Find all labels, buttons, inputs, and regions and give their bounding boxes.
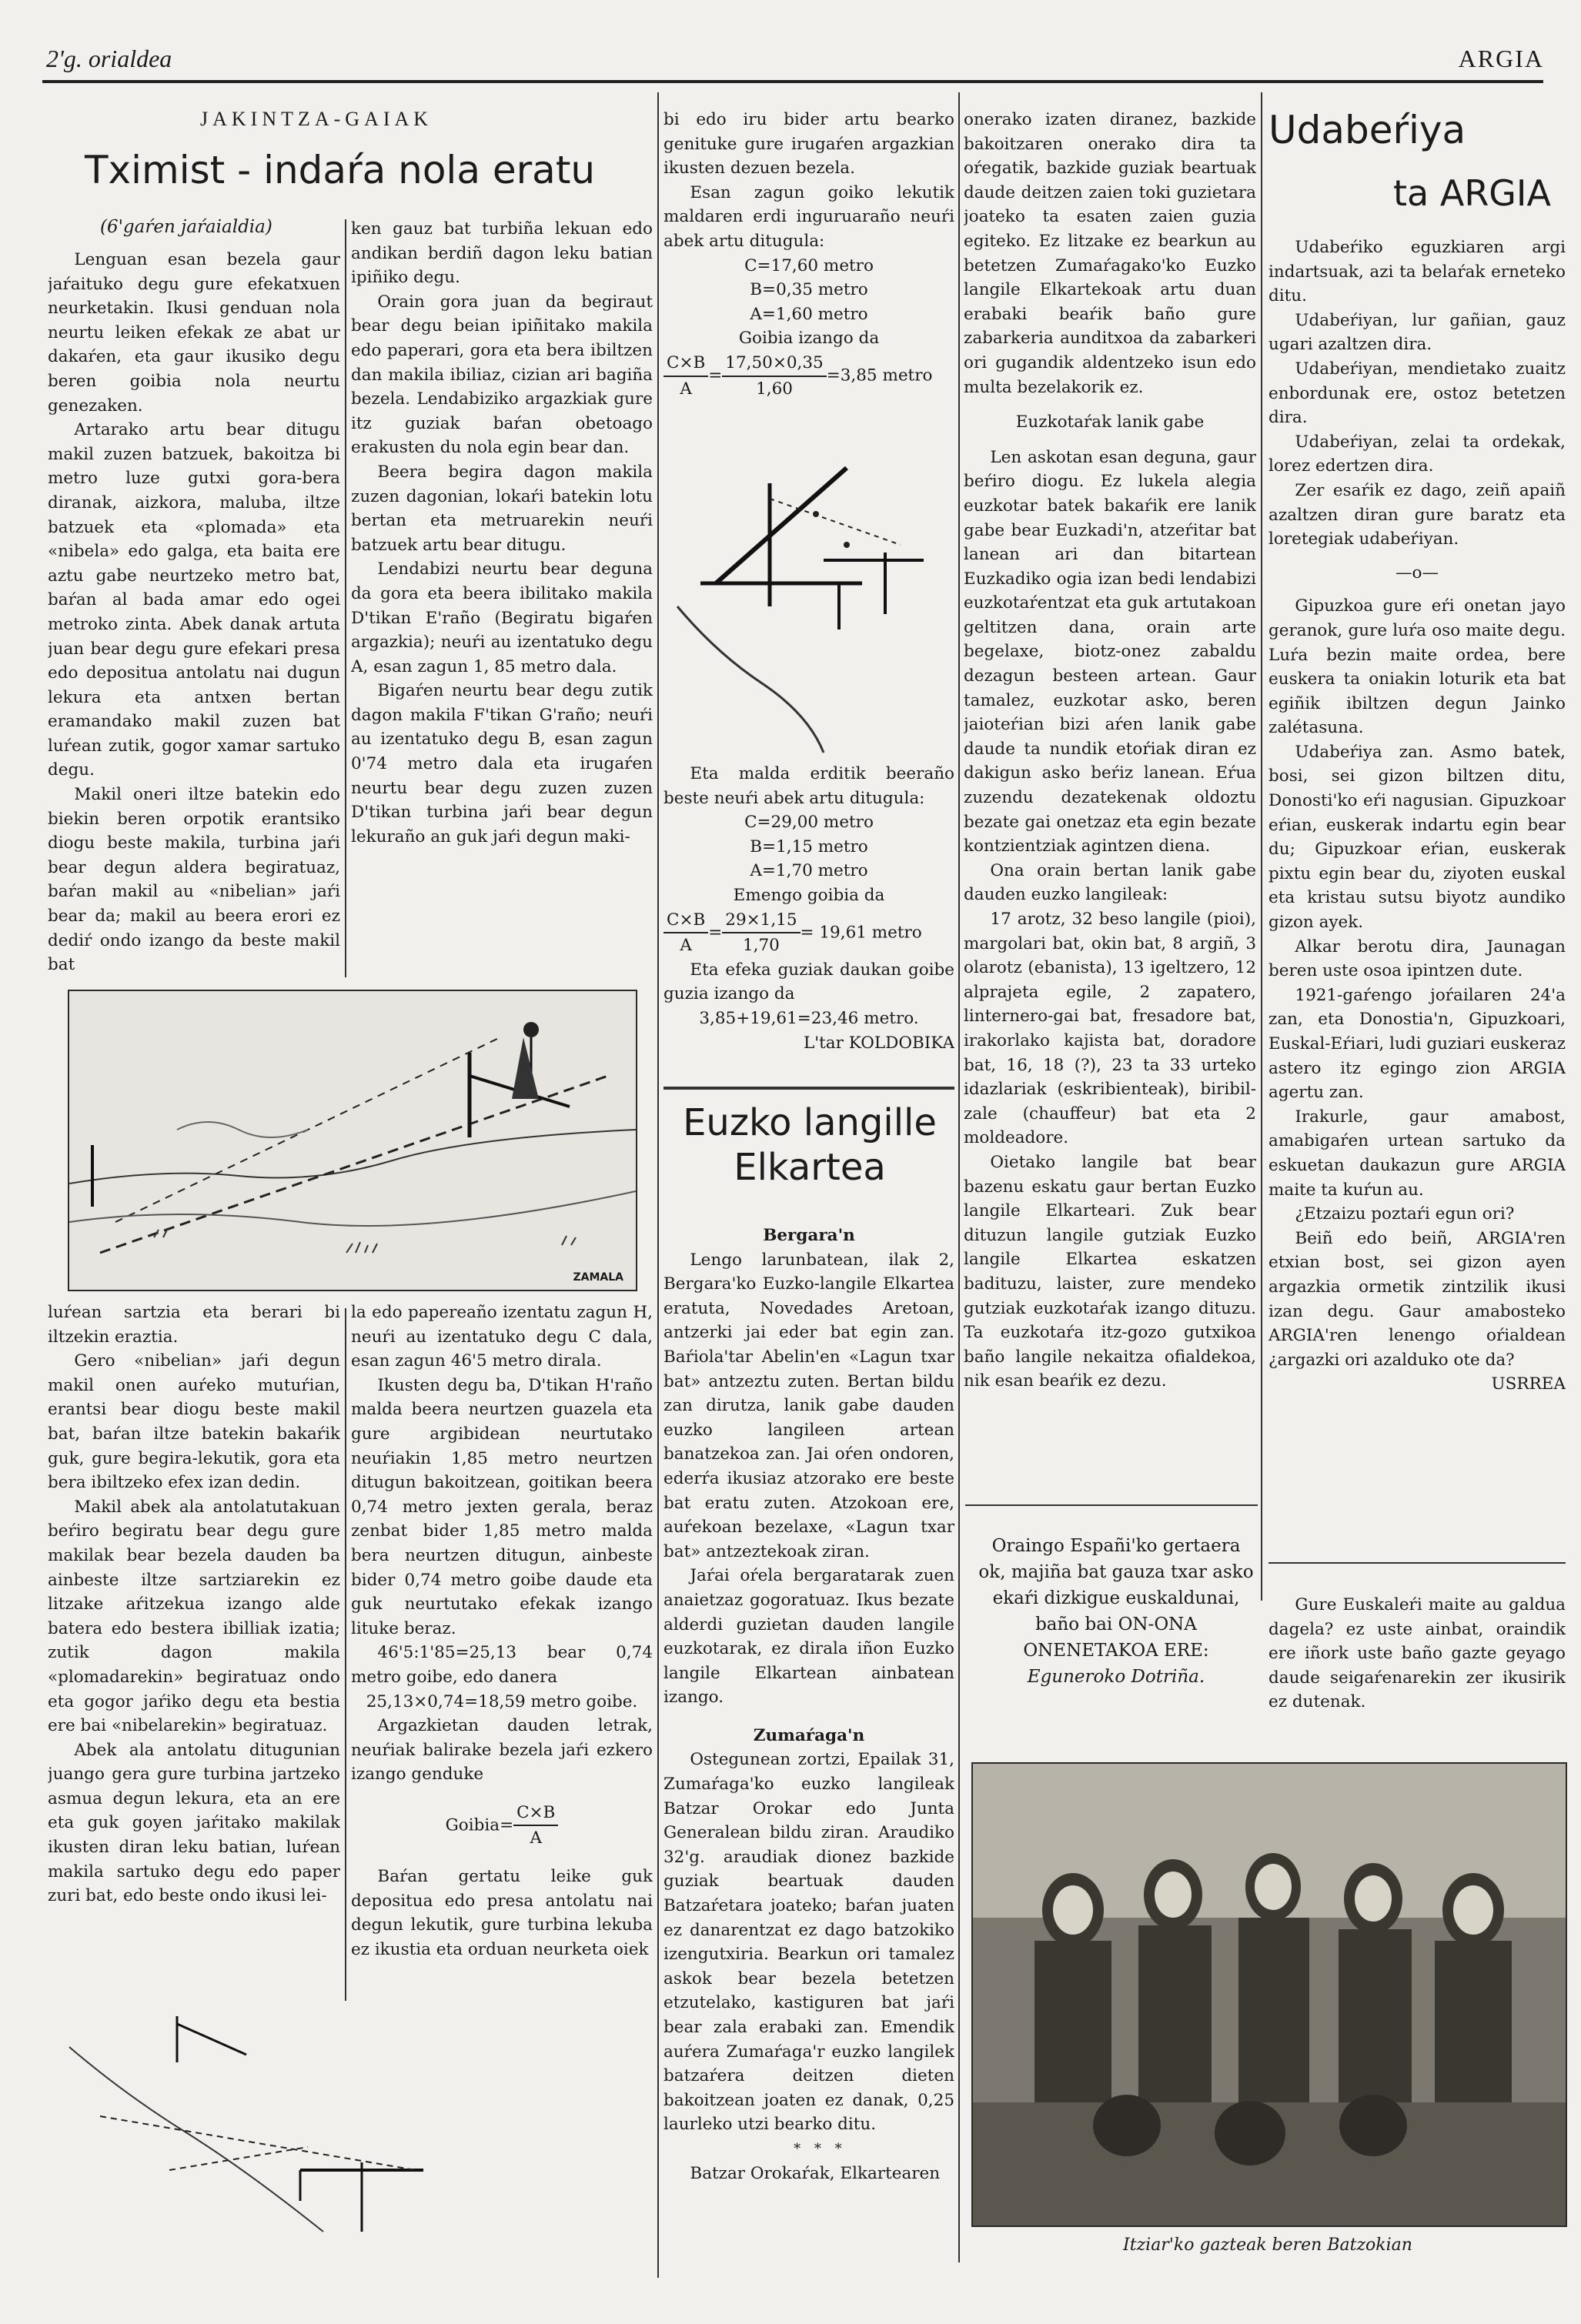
quote-rule (965, 1504, 1258, 1506)
article1-col1-top: Lenguan esan bezela gaur jaŕaituko degu gure efekatxuen neurketakin. Ikusi genduan nola neurtu leiken efekak ze abat ur dakaŕen, eta gaur ikusiko degu beren goibia nola neurtu genezaken. Artarako artu bear ditugu makil zuzen batzuek, bakoitza bi metro luze gutxi gora-bera diranak, aizkora, maluba, iltze batzuek eta «plomada» eta «nibela» edo galga, eta baita ere aztu gabe neurtzeko metro bat, baŕan al bada amar edo ogei metroko zinta. Abek danak artuta juan bear degu gure efekari presa edo depositua antolatu nai dugun lekura eta antxen bertan eramandako makil zuzen bat luŕean zutik, gogor xamar sartuko degu. Makil oneri iltze batekin edo biekin beren orpotik erantsiko diogu beste makila, turbina jaŕi bear degun aldera begiratuaz, baŕan makil au «nibelian» jaŕi bear da; makil au beera erori ez dediŕ ondo izango da beste makil bat (48, 250, 340, 974)
section-separator: —o— (1395, 563, 1439, 583)
surveying-illustration (68, 990, 637, 1291)
column5-title-line2: ta ARGIA (1393, 172, 1551, 214)
page-number: 2'g. orialdea (46, 45, 172, 72)
column5-rule (1268, 1562, 1566, 1564)
youth-group-photo (971, 1762, 1567, 2227)
column5-title-line1: Udabeŕiya (1268, 108, 1466, 152)
column4-text: onerako izaten diranez, bazkide bakoitzaren onerako dira ta oŕegatik, bazkide guziak beartuak daude deitzen zaien toki guzietara joateko ta esaten zaien guzia egiteko. Ez litzake ez bearkun au betetzen Zumaŕagako'ko Euzko langile Elkartekoak artu duan erabaki beaŕik baño gure zabarkeria aunditxoa da zabarkeri ori gugandik aldentzeko isun edo multa bezelakorik ez. Euzkotaŕak lanik gabe Len askotan esan deguna, gaur beŕiro diogu. Ez lukela alegia euzkotar batek bakaŕik ere lanik gabe bear Euzkadi'n, atzeŕitar bat lanean ari dan bitartean Euzkadiko ogia izan bedi lendabizi euzkotaŕentzat eta guk artutakoan geltitzen dana, orain arte begelaxe, biotz-onez zabaldu dezagun besteen artean. Gaur tamalez, euzkotar asko, beren jaioteŕian bizi aŕen lanik gabe daude ta nundik etoŕiak diran ez dakigun asko beŕiz lanean. Eŕua zuzendu dezatekenak oldoztu bezate gai onetzaz eta egin bezate kontzientziak agintzen diena. Ona orain bertan lanik gabe dauden euzko langileak: 17 arotz, 32 beso langile (pioi), margolari bat, okin bat, 8 argiñ, 3 olarotz (ebanista), 13 igeltzero, 12 alprajeta egile, 2 zapatero, linternero-gai bat, fresadore bat, irakorlako kajista bat, doradore bat, 16, 18 (?), 23 ta 33 urteko idazlariak (eskribienteak), biribil-zale (chauffeur) bat eta 2 moldeadore. Oietako langile bat bear bazenu eskatu gaur bertan Euzko langile Elkarteari. Zuk bear dituzun langile gutziak Euzko langile Elkartea eskatzen badituzu, laister, zure mendeko gutziak euzkotaŕak izango dituzu. Ta euzkotaŕa itz-gozo gutxikoa baño langile nekaitza ofialdekoa, nik esan beaŕik ez dezu. (964, 110, 1256, 1391)
column-rule (958, 92, 960, 2262)
subhead-zumarraga: Zumaŕaga'n (753, 1725, 865, 1745)
section-label: JAKINTZA-GAIAK (200, 108, 433, 130)
article1-signature: L'tar KOLDOBIKA (803, 1033, 954, 1053)
formula-2: $\frac{C\times B}{A}$ = $\frac{29\times 1,15}{1,70}$ = 19,61 metro (663, 908, 954, 958)
column-rule (345, 1308, 346, 2001)
column-rule (1261, 92, 1262, 1601)
quote-source: Eguneroko Dotriña. (1027, 1667, 1205, 1687)
column5-signature: USRREA (1491, 1374, 1566, 1394)
article-subtitle: (6'gaŕen jaŕaialdia) (100, 217, 272, 237)
article1-col3-bottom: Eta malda erditik beeraño beste neuŕi abek artu ditugula: C=29,00 metro B=1,15 metro A=1,70 metro Emengo goibia da $\frac{C\times B}{A}$ = $\frac{29\times 1,15}{1,70}$ = 19,61 metro Eta efeka guziak daukan goibe guzia izango da 3,85+19,61=23,46 metro. L'tar KOLDOBIKA (663, 762, 954, 1085)
article-title: Tximist - indaŕa nola eratu (85, 148, 596, 192)
article1-col2-bottom: la edo papereaño izentatu zagun H, neuŕi au izentatuko degu C dala, esan zagun 46'5 metro dirala. Ikusten degu ba, D'tikan H'raño malda beera neurtzen guazela eta gure argibidean neurtutako neuŕiakin 1,85 metro neurtzen ditugun bakoitzean, goitikan beera 0,74 metro jexten gerala, beraz zenbat bider 1,85 metro malda bera neurtzen ditugun, ainbeste bider 0,74 metro goibe daude eta guk neurtutako efekak izango lituke beraz. 46'5:1'85=25,13 bear 0,74 metro goibe, edo danera 25,13×0,74=18,59 metro goibe. Argazkietan dauden letrak, neuŕiak balirake bezela jaŕi ezkero izango genduke Goibia= $\frac{C\times B}{A}$ Baŕan gertatu leike guk depositua edo presa antolatu nai degun lekutik, gure turbina lekuba ez ikustia eta orduan neurketa oiek (351, 1303, 653, 1959)
subhead-bergara: Bergara'n (763, 1226, 855, 1245)
separator-stars: * * * (794, 2140, 847, 2157)
article1-col2-top: ken gauz bat turbiña lekuan edo andikan berdiñ dagon leku batian ipiñiko degu. Orain gora juan da begiraut bear degu beian ipiñitako makila edo paperari, gora eta bera ibiltzen dan makila ibiliaz, cizian ari bagiña bezela. Lendabiziko argazkiak gure itz guziak baŕan obetoago erakusten du nola egin bear dan. Beera begira dagon makila zuzen dagonian, lokaŕi batekin lotu bertan eta metruarekin neuŕi batzuek artu bear ditugu. Lendabizi neurtu bear deguna da gora eta beera ibilitako makila D'tikan E'raño (Begiratu bigaŕen argazkia); neuŕi au izentatuko degu A, esan zagun 1, 85 metro dala. Bigaŕen neurtu bear degu zutik dagon makila F'tikan G'raño; neuŕi au izentatuko degu B, esan zagun 0'74 metro dala eta irugaŕen neurtu bear degu zuzen zuzen D'tikan turbina jaŕi bear degun lekuraño an guk jaŕi degun maki- (351, 219, 653, 846)
formula-1: $\frac{C\times B}{A}$ = $\frac{17,50\times 0,35}{1,60}$ =3,85 metro (663, 351, 954, 401)
article1-col1-bottom: luŕean sartzia eta berari bi iltzekin eraztia. Gero «nibelian» jaŕi degun makil onen auŕeko mutuŕian, erantsi bear diogu beste makil bat, baŕan iltze batekin bakaŕik guk, gure begira-lekutik, gora eta bera ibiltzeko efex izan dedin. Makil abek ala antolatutakuan beŕiro begiratu bear degu gure makilak bear bezela dauden ba ainbeste iltze sartziarekin ez litzake aŕitzekua izango alde batera edo bestera ibilliak izatia; zutik dagon makila «plomadarekin» begiratuaz ondo eta gogor jaŕiko degu eta bestia ere bai «nibelarekin» begiratuaz. Abek ala antolatu ditugunian juango gera gure turbina jartzeko asmua degun lekura, eta an ere eta guk goyen jaŕitako makilak ikusten diran leku batian, luŕean makila sartuko degu edo paper zuri bat, edo beste ondo ikusi lei- (48, 1303, 340, 1906)
article2-body: Bergara'n Lengo larunbatean, ilak 2, Bergara'ko Euzko-langile Elkartea eratuta, Novedades Aretoan, antzerki jai eder bat egin zan. Baŕiola'tar Abelin'en «Lagun txar bat» antzeztu zuten. Bertan bildu zan dirutza, lanik gabe dauden euzko langileen artean banatzekoa zan. Jai oŕen ondoren, ederŕa ikusiaz atzorako ere beste bat eratu zuten. Atzokoan ere, auŕekoan bezelaxe, «Lagun txar bat» antzeztekoak ziran. Jaŕai oŕela bergaratarak zuen anaietzaz gogoratuaz. Ikus bezate alderdi guzietan dauden langile euzkotarak, ez dirala iñon Euzko langile Elkartean ainbatean izango. Zumaŕaga'n Ostegunean zortzi, Epailak 31, Zumaŕaga'ko euzko langileak Batzar Orokar edo Junta Generalean bildu ziran. Araudiko 32'g. araudiak dionez bazkide guziak beartuak dauden Batzaŕetara joateko; baŕan juaten ez danarentzat ez dago batzokiko izengutxiria. Bearkun ori tamalez askok bear bezela betetzen etzutelako, kastiguren bat jaŕi bear zala erabaki zan. Emendik auŕera Zumaŕaga'r euzko langilek batzaŕera deitzen dieten bakoitzean joaten ez danak, 0,25 laurleko utzi bearko ditu. * * * Batzar Orokaŕak, Elkartearen (663, 1224, 954, 2270)
quote-box (978, 1533, 1255, 1733)
column-rule (345, 219, 346, 977)
photo-caption: Itziar'ko gazteak beren Batzokian (1123, 2236, 1412, 2255)
weir-diagram (670, 452, 947, 760)
column5-text: Udabeŕiko eguzkiaren argi indartsuak, azi ta belaŕak erneteko ditu. Udabeŕiyan, lur gañian, gauz ugari azaltzen dira. Udabeŕiyan, mendietako zuaitz enbordunak ere, ostoz betetzen dira. Udabeŕiyan, zelai ta ordekak, lorez edertzen dira. Zer esaŕik ez dago, zeiñ apaiñ azaltzen diran gure baratz eta loretegiak udabeŕiyan. —o— Gipuzkoa gure eŕi onetan jayo geranok, gure luŕa oso maite degu. Luŕa bezin maite ordea, bere euskera ta oniakin loturik eta bat egiñik ibiltzen degun Jainko zalétasuna. Udabeŕiya zan. Asmo batek, bosi, sei gizon biltzen ditu, Donosti'ko eŕi nagusian. Gipuzkoar eŕian, euskerak indartu egin bear du; Gipuzkoar eŕian, euskerak pixtu egin bear du, ziyoten euskal eta kristau sutsu biyotz aundiko gizon ayek. Alkar berotu dira, Jaunagan beren uste osoa ipintzen dute. 1921-gaŕengo joŕailaren 24'a zan, eta Donostia'n, Gipuzkoari, Euskal-Eŕiari, ludi guziari euskeraz astero itz egingo zion ARGIA agertu zan. Irakurle, gaur amabost, amabigaŕen urtean sartuko da eskuetan daukazun gure ARGIA maite ta kuŕun au. ¿Etzaizu poztaŕi egun ori? Beiñ edo beiñ, ARGIA'ren etxian bost, sei gizon ayen argazkia ormetik zintzilik ikusi izan degu. Gaur amabosteko ARGIA'ren lenengo oŕialdean ¿argazki ori azalduko ote da? USRREA (1268, 235, 1566, 1544)
subhead-lanik-gabe: Euzkotaŕak lanik gabe (1015, 412, 1205, 432)
newspaper-name: ARGIA (1458, 45, 1544, 72)
quote-text: Oraingo Españi'ko gertaera ok, majiña bat gauza txar asko ekaŕi dizkigue euskaldunai, baño bai ON-ONA ONENETAKOA ERE: (978, 1536, 1254, 1661)
article-separator (663, 1087, 954, 1090)
goibia-formula: Goibia= $\frac{C\times B}{A}$ (351, 1801, 653, 1851)
slope-measurement-sketch (62, 2001, 462, 2247)
header-rule (42, 80, 1543, 83)
article1-col3: bi edo iru bider artu bearko genituke gure irugaŕen argazkian ikusten dezuen bezela. Esan zagun goiko lekutik maldaren erdi inguruaraño neuŕi abek artu ditugula: C=17,60 metro B=0,35 metro A=1,60 metro Goibia izango da $\frac{C\times B}{A}$ = $\frac{17,50\times 0,35}{1,60}$ =3,85 metro (663, 108, 954, 446)
article2-title: Euzko langille Elkartea (683, 1101, 937, 1189)
illustrator-mark: ZAMALA (573, 1271, 623, 1284)
column5-closing: Gure Euskaleŕi maite au galdua dagela? ez uste ainbat, oraindik ere iñork uste baño gazte geyago daude seigaŕenarekin zer ikusirik ez dutenak. (1268, 1595, 1566, 1712)
column-rule (657, 92, 659, 2278)
